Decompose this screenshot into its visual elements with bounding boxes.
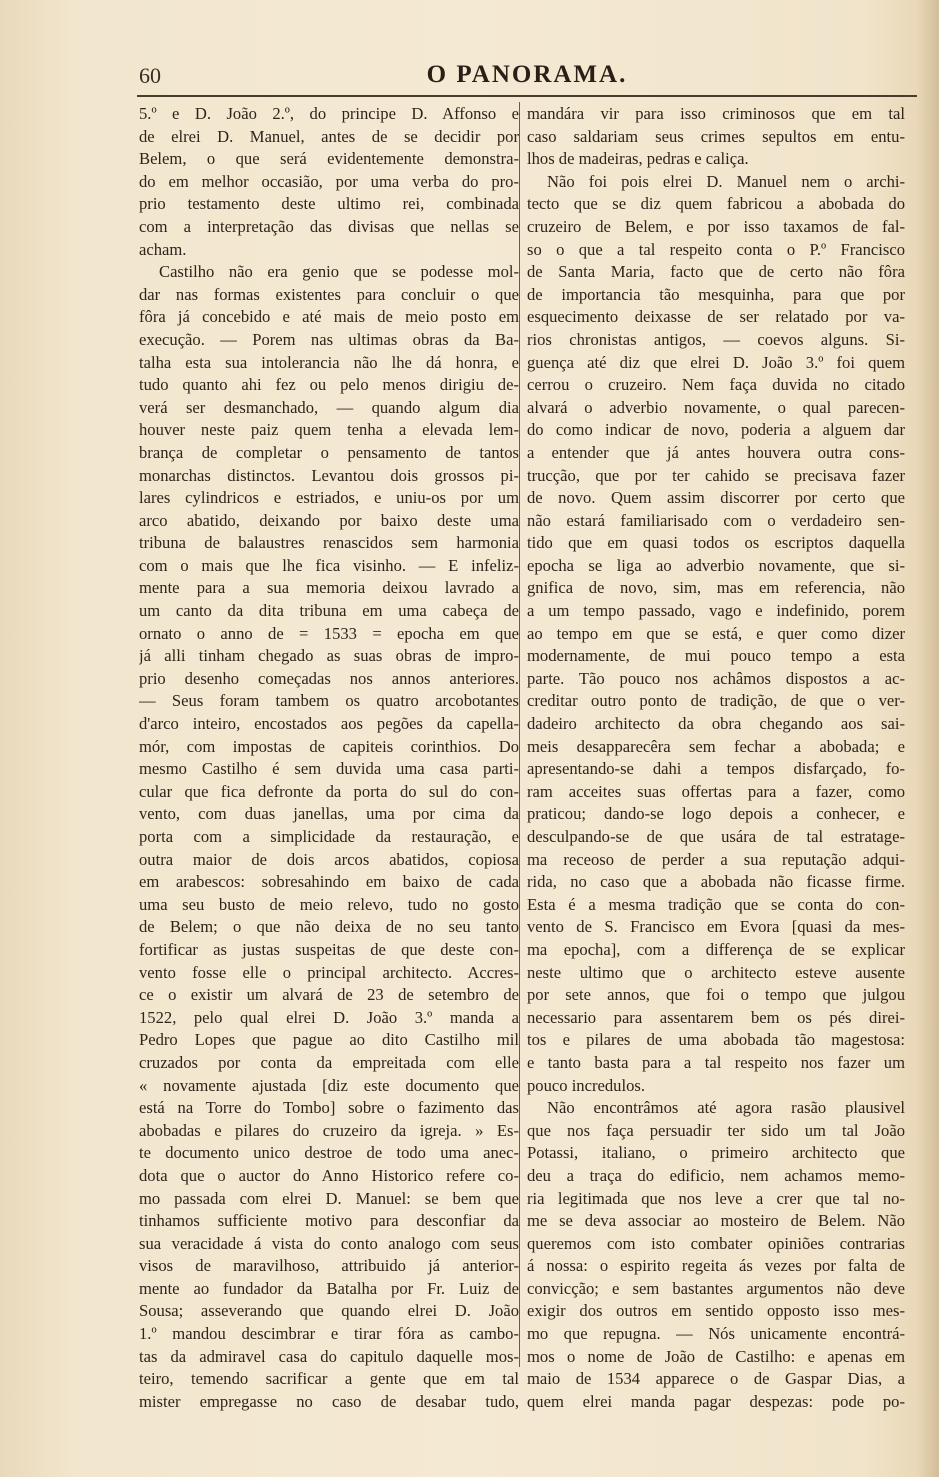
text-line: de novo. Quem assim discorrer por certo que — [527, 488, 905, 508]
text-line: guença até diz que elrei D. João 3.º foi quem — [527, 352, 905, 372]
text-line: Não foi pois elrei D. Manuel nem o archi- — [547, 171, 905, 191]
text-line: vento de S. Francisco em Evora [quasi da mes- — [527, 917, 905, 937]
text-line: ornato o anno de = 1533 = epocha em que — [139, 623, 519, 643]
text-line: tinhamos sufficiente motivo para desconfiar da — [139, 1211, 519, 1231]
text-line: a um tempo passado, vago e indefinido, porem — [527, 601, 905, 621]
text-line: teiro, temendo sacrificar a gente que em tal — [139, 1369, 519, 1389]
text-line: execução. — Porem nas ultimas obras da Ba- — [139, 329, 519, 349]
text-line: d'arco inteiro, encostados aos pegões da capella- — [139, 714, 519, 734]
text-line: desculpando-se de que usára de tal estratage- — [527, 827, 905, 846]
text-line: apresentando-se dahi a tempos disfarçado, fo- — [527, 759, 905, 779]
text-line: talha esta sua intolerancia não lhe dá honra, e — [139, 352, 519, 372]
text-line: a entender que já antes houvera outra cons- — [527, 442, 905, 462]
text-line: de elrei D. Manuel, antes de se decidir por — [139, 126, 519, 146]
text-line: uma seu busto de meio relevo, tudo no gosto — [139, 894, 519, 914]
text-line: Não encontrâmos até agora rasão plausivel — [547, 1098, 905, 1118]
text-line: brança de completar o pensamento de tantos — [139, 442, 519, 462]
text-line: mandára vir para isso criminosos que em tal — [527, 104, 905, 123]
left-column — [139, 103, 519, 1413]
text-line: mo que repugna. — Nós unicamente encontrá- — [527, 1324, 905, 1344]
text-line: mente para a sua memoria deixou lavrado a — [139, 578, 519, 598]
text-line: verá ser desmanchado, — quando algum dia — [139, 397, 519, 417]
text-line: praticou; dando-se logo depois a conhecer, e — [527, 804, 905, 824]
text-line: mesmo Castilho é sem duvida uma casa parti- — [139, 759, 519, 779]
text-line: Castilho não era genio que se podesse mol- — [159, 262, 519, 282]
text-line: exigir dos outros em sentido opposto isso mes- — [527, 1301, 905, 1321]
text-line: e tanto basta para a tal respeito nos fazer um — [527, 1052, 905, 1072]
text-line: mos o nome de João de Castilho: e apenas em — [527, 1346, 905, 1366]
text-line: está na Torre do Tombo] sobre o fazimento das — [139, 1098, 519, 1118]
text-line: 1522, pelo qual elrei D. João 3.º manda a — [139, 1007, 519, 1027]
text-line: de Belem; o que não deixa de no seu tanto — [139, 917, 519, 937]
text-line: pouco incredulos. — [527, 1075, 645, 1095]
text-line: vento fosse elle o principal architecto. Accres- — [139, 962, 519, 982]
text-line: não estará familiarisado com o verdadeiro sen- — [527, 510, 905, 530]
text-line: que nos faça persuadir ter sido um tal João — [527, 1120, 905, 1140]
text-line: ce o existir um alvará de 23 de setembro de — [139, 985, 519, 1005]
text-line: Sousa; asseverando que quando elrei D. João — [139, 1301, 519, 1321]
text-line: dar nas formas existentes para concluir o que — [139, 284, 519, 304]
text-line: ao tempo em que se está, e quer como dizer — [527, 623, 905, 643]
text-line: te documento unico destroe de todo uma anec- — [139, 1143, 519, 1163]
text-line: mente ao fundador da Batalha por Fr. Luiz de — [139, 1278, 519, 1298]
text-line: trucção, que por ter cahido se precisava fazer — [527, 465, 905, 485]
text-line: prio testamento deste ultimo rei, combinada — [139, 194, 519, 214]
text-line: caso saldariam seus crimes sepultos em entu- — [527, 126, 905, 146]
text-line: ria legitimada que nos leve a crer que tal no- — [527, 1188, 905, 1208]
text-line: ma receoso de perder a sua reputação adqui- — [527, 849, 905, 869]
text-line: abobadas e pilares do cruzeiro da igreja. » Es- — [139, 1120, 519, 1140]
text-line: em arabescos: sobresahindo em baixo de cada — [139, 872, 519, 892]
text-line: esquecimento deixasse de ser relatado por va- — [527, 307, 905, 327]
text-line: convicção; e sem bastantes argumentos não deve — [527, 1278, 905, 1298]
page-header — [137, 55, 917, 95]
text-line: por sete annos, que foi o tempo que julgou — [527, 985, 905, 1005]
page-edge-shadow — [917, 0, 939, 1477]
text-line: mister empregasse no caso de desabar tudo, — [139, 1391, 519, 1411]
text-line: ram acceites suas offertas para a fazer, como — [527, 781, 905, 801]
text-line: tido que em quasi todos os escriptos daquella — [527, 533, 905, 553]
text-line: cerrou o cruzeiro. Nem faça duvida no citado — [527, 375, 905, 395]
text-line: neste ultimo que o architecto esteve ausente — [527, 962, 905, 982]
text-line: alvará o adverbio novamente, o qual parecen- — [527, 397, 905, 417]
text-line: visos de maravilhoso, attribuido já anterior- — [139, 1256, 519, 1276]
text-line: quem elrei manda pagar despezas: pode po- — [527, 1391, 905, 1411]
text-line: sua veracidade á vista do conto analogo com seus — [139, 1233, 519, 1253]
column-divider — [519, 102, 520, 1367]
text-line: de Santa Maria, facto que de certo não fôra — [527, 262, 905, 282]
text-line: cular que fica defronte da porta do sul do con- — [139, 781, 519, 801]
text-line: modernamente, de mui pouco tempo a esta — [527, 646, 905, 666]
text-line: rios chronistas antigos, — coevos alguns. Si- — [527, 329, 905, 349]
text-line: rida, no caso que a abobada não ficasse firme. — [527, 872, 905, 892]
text-line: me se deva associar ao mosteiro de Belem. Não — [527, 1211, 905, 1231]
text-line: ma epocha], com a differença de se explicar — [527, 939, 905, 959]
text-line: queremos com isto combater opiniões contrarias — [527, 1233, 905, 1253]
text-line: gnifica de novo, sim, mas em referencia, não — [527, 578, 905, 598]
text-line: prio desenho começadas nos annos anteriores. — [139, 668, 519, 688]
text-line: tas da admiravel casa do capitulo daquelle mos- — [139, 1346, 519, 1366]
text-line: com o mais que lhe fica visinho. — E infeliz- — [139, 555, 519, 575]
text-line: com a interpretação das divisas que nellas se — [139, 216, 519, 236]
running-title: O PANORAMA. — [426, 61, 628, 88]
text-line: 1.º mandou descimbrar e tirar fóra as cambo- — [139, 1324, 519, 1344]
text-line: fôra já concebido e até mais de meio posto em — [139, 307, 519, 327]
text-line: um canto da dita tribuna em uma cabeça de — [139, 601, 519, 621]
text-line: arco abatido, deixando por baixo deste uma — [139, 510, 519, 530]
header-rule — [137, 95, 917, 97]
text-line: mór, com impostas de capiteis corinthios. Do — [139, 736, 519, 756]
text-line: necessario para assentarem bem os pés direi- — [527, 1007, 905, 1027]
text-line: do como indicar de novo, poderia a alguem dar — [527, 420, 905, 440]
right-column — [527, 103, 905, 1413]
text-line: cruzeiro de Belem, e por isso taxamos de fal- — [527, 216, 905, 236]
text-line: — Seus foram tambem os quatro arcobotantes — [139, 691, 519, 711]
text-line: vento, com duas janellas, uma por cima da — [139, 804, 519, 824]
text-line: creditar outro ponto de tradição, de que o ver- — [527, 691, 905, 711]
text-line: já alli tinham chegado as suas obras de impro- — [139, 646, 519, 666]
text-line: tribuna de balaustres renascidos sem harmonia — [139, 533, 519, 553]
text-line: « novamente ajustada [diz este documento que — [139, 1075, 519, 1095]
text-line: acham. — [139, 239, 187, 259]
text-line: porta com a simplicidade da restauração, e — [139, 827, 519, 846]
text-line: Potassi, italiano, o primeiro architecto que — [527, 1143, 905, 1163]
text-line: deu a traça do edificio, nem achamos memo- — [527, 1165, 905, 1185]
text-line: dota que o auctor do Anno Historico refere co- — [139, 1165, 519, 1185]
text-line: á nossa: o espirito regeita ás vezes por falta de — [527, 1256, 905, 1276]
text-line: tecto que se diz quem fabricou a abobada do — [527, 194, 905, 214]
text-line: maio de 1534 apparece o de Gaspar Dias, a — [527, 1369, 905, 1389]
text-line: lhos de madeiras, pedras e caliça. — [527, 149, 749, 169]
text-line: de importancia tão mesquinha, para que por — [527, 284, 905, 304]
text-line: cruzados por conta da empreitada com elle — [139, 1052, 519, 1072]
text-line: monarchas distinctos. Levantou dois grossos pi- — [139, 465, 519, 485]
text-line: mo passada com elrei D. Manuel: se bem que — [139, 1188, 519, 1208]
text-line: fortificar as justas suspeitas de que deste con- — [139, 939, 519, 959]
text-line: Pedro Lopes que pague ao dito Castilho mil — [139, 1030, 519, 1050]
text-line: so o que a tal respeito conta o P.º Francisco — [527, 239, 905, 259]
text-line: houver neste paiz quem tenha a elevada lem- — [139, 420, 519, 440]
text-line: Belem, o que será evidentemente demonstra- — [139, 149, 519, 169]
text-line: tos e pilares de uma abobada tão magestosa: — [527, 1030, 905, 1050]
text-line: epocha se liga ao adverbio novamente, que si- — [527, 555, 905, 575]
text-line: meis desapparecêra sem fechar a abobada; e — [527, 736, 905, 756]
text-line: outra maior de dois arcos abatidos, copiosa — [139, 849, 519, 869]
text-line: lares cylindricos e estriados, e uniu-os por um — [139, 488, 519, 508]
text-line: Esta é a mesma tradição que se conta do con- — [527, 894, 905, 914]
text-line: dadeiro architecto da obra chegando aos sai- — [527, 714, 905, 734]
text-line: do em melhor occasião, por uma verba do pro- — [139, 171, 519, 191]
text-line: tudo quanto ahi fez ou pelo menos dirigiu de- — [139, 375, 519, 395]
text-line: 5.º e D. João 2.º, do principe D. Affonso e — [139, 104, 519, 123]
text-line: parte. Tão pouco nos achâmos dispostos a ac- — [527, 668, 905, 688]
page-number: 60 — [139, 63, 161, 88]
